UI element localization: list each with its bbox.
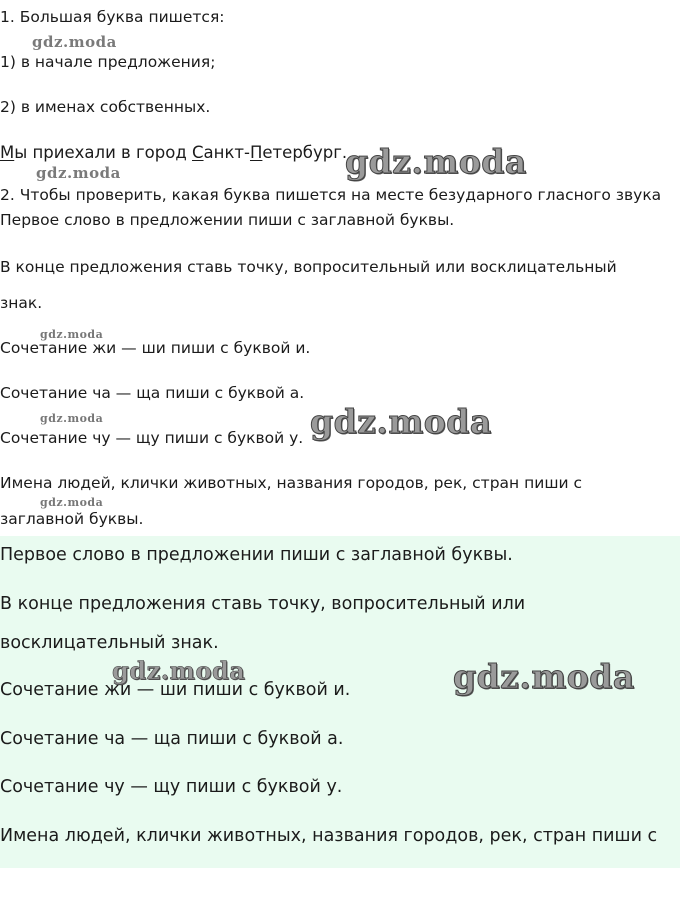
paragraph: В конце предложения ставь точку, вопросительный или xyxy=(0,594,526,614)
rule-1-item-1: 1) в начале предложения; xyxy=(0,53,216,71)
capital-letter: М xyxy=(0,143,15,162)
watermark: gdz.moda xyxy=(36,164,121,182)
watermark: gdz.moda xyxy=(40,496,104,509)
watermark: gdz.moda xyxy=(310,402,492,441)
paragraph: Имена людей, клички животных, названия городов, рек, стран пиши с xyxy=(0,826,658,846)
example-sentence: Мы приехали в город Санкт-Петербург. xyxy=(0,143,348,162)
paragraph: Сочетание ча — ща пиши с буквой а. xyxy=(0,384,305,402)
watermark: gdz.moda xyxy=(345,142,527,181)
capital-letter: С xyxy=(192,143,204,162)
paragraph: В конце предложения ставь точку, вопросительный или восклицательный xyxy=(0,258,617,276)
paragraph: Сочетание чу — щу пиши с буквой у. xyxy=(0,777,343,797)
paragraph: Сочетание жи — ши пиши с буквой и. xyxy=(0,339,311,357)
paragraph: восклицательный знак. xyxy=(0,633,219,653)
highlighted-block xyxy=(0,536,680,868)
paragraph: Сочетание ча — ща пиши с буквой а. xyxy=(0,729,344,749)
paragraph: Первое слово в предложении пиши с заглавной буквы. xyxy=(0,545,513,565)
paragraph: Сочетание жи — ши пиши с буквой и. xyxy=(0,680,351,700)
paragraph: Сочетание чу — щу пиши с буквой у. xyxy=(0,429,304,447)
paragraph: знак. xyxy=(0,294,43,312)
rule-1-title: 1. Большая буква пишется: xyxy=(0,8,225,26)
paragraph: Первое слово в предложении пиши с заглавной буквы. xyxy=(0,211,455,229)
paragraph: заглавной буквы. xyxy=(0,510,144,528)
paragraph: Имена людей, клички животных, названия городов, рек, стран пиши с xyxy=(0,474,583,492)
watermark: gdz.moda xyxy=(112,656,246,685)
rule-1-item-2: 2) в именах собственных. xyxy=(0,98,211,116)
watermark: gdz.moda xyxy=(40,412,104,425)
watermark: gdz.moda xyxy=(40,328,104,341)
rule-2-partial: 2. Чтобы проверить, какая буква пишется на месте безударного гласного звука xyxy=(0,186,662,204)
watermark: gdz.moda xyxy=(32,33,117,51)
watermark: gdz.moda xyxy=(453,657,635,696)
capital-letter: П xyxy=(249,143,263,162)
